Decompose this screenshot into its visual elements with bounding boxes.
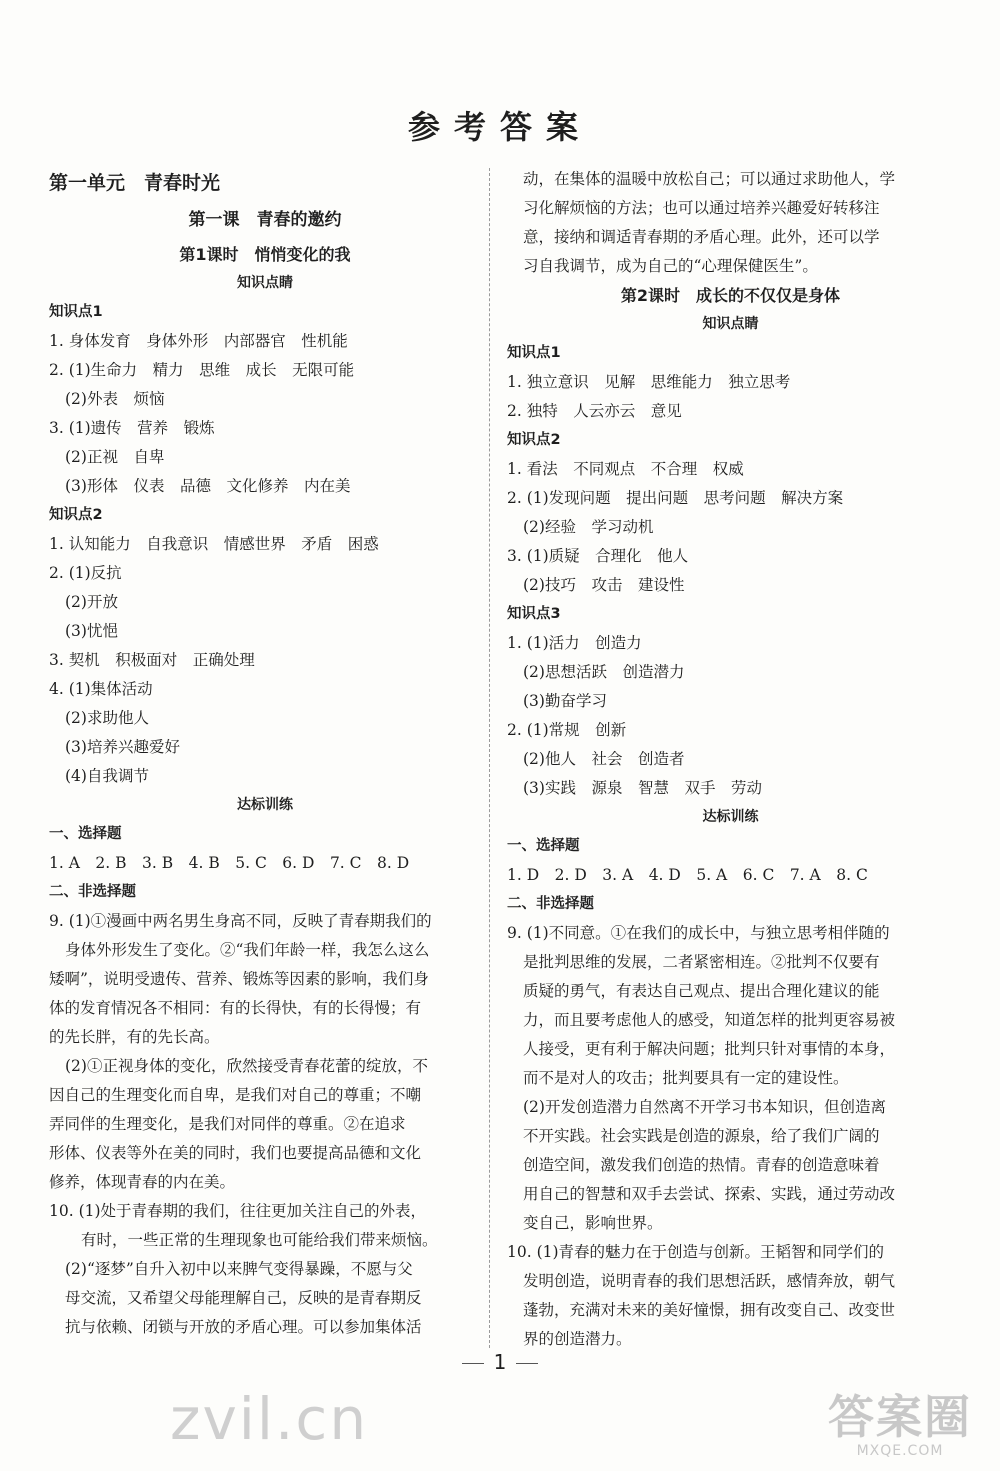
left-line-38: (2)“逐梦”自升入初中以来脾气变得暴躁，不愿与父 xyxy=(65,1260,413,1278)
left-line-36: 10. (1)处于青春期的我们，往往更加关注自己的外表， xyxy=(49,1202,427,1220)
right-line-14: 3. (1)质疑 合理化 他人 xyxy=(507,547,689,565)
page-title: 参考答案 xyxy=(407,108,592,146)
left-line-7: 2. (1)生命力 精力 思维 成长 无限可能 xyxy=(49,361,355,379)
left-line-4: 知识点睛 xyxy=(237,275,293,291)
right-line-13: (2)经验 学习动机 xyxy=(523,518,654,536)
right-line-35: 创造空间，激发我们创造的热情。青春的创造意味着 xyxy=(523,1156,880,1174)
left-line-15: (2)开放 xyxy=(65,593,118,611)
left-line-29: 体的发育情况各不相同：有的长得快，有的长得慢；有 xyxy=(49,999,422,1017)
left-line-17: 3. 契机 积极面对 正确处理 xyxy=(49,651,255,669)
left-line-26: 9. (1)①漫画中两名男生身高不同，反映了青春期我们的 xyxy=(49,912,432,930)
left-line-11: (3)形体 仪表 品德 文化修养 内在美 xyxy=(65,477,351,495)
watermark-mxqe-url: MXQE.COM xyxy=(856,1443,944,1459)
right-line-18: (2)思想活跃 创造潜力 xyxy=(523,663,685,681)
right-line-38: 10. (1)青春的魅力在于创造与创新。王韬智和同学们的 xyxy=(507,1243,885,1261)
left-line-14: 2. (1)反抗 xyxy=(49,564,122,582)
right-line-6: 知识点睛 xyxy=(702,316,759,332)
left-line-21: (4)自我调节 xyxy=(65,767,149,785)
right-line-22: (3)实践 源泉 智慧 双手 劳动 xyxy=(523,779,762,797)
left-line-19: (2)求助他人 xyxy=(65,709,149,727)
right-line-3: 意，接纳和调适青春期的矛盾心理。此外，还可以学 xyxy=(523,228,880,246)
left-line-22: 达标训练 xyxy=(237,797,293,813)
right-line-7: 知识点1 xyxy=(507,345,561,361)
left-line-18: 4. (1)集体活动 xyxy=(49,680,153,698)
left-line-39: 母交流，又希望父母能理解自己，反映的是青春期反 xyxy=(65,1289,422,1307)
right-line-25: 1. D 2. D 3. A 4. D 5. A 6. C 7. A 8. C xyxy=(507,866,868,884)
right-line-19: (3)勤奋学习 xyxy=(523,692,607,710)
column-divider xyxy=(489,168,490,1348)
right-line-5: 第2课时 成长的不仅仅是身体 xyxy=(620,286,841,305)
right-line-15: (2)技巧 攻击 建设性 xyxy=(523,576,685,594)
left-line-32: 因自己的生理变化而自卑，是我们对自己的尊重；不嘲 xyxy=(49,1086,422,1104)
left-line-10: (2)正视 自卑 xyxy=(65,448,165,466)
right-line-12: 2. (1)发现问题 提出问题 思考问题 解决方案 xyxy=(507,489,844,507)
left-line-16: (3)忧悒 xyxy=(65,622,118,640)
left-line-31: (2)①正视身体的变化，欣然接受青春花蕾的绽放，不 xyxy=(65,1057,428,1075)
right-line-29: 质疑的勇气，有表达自己观点、提出合理化建议的能 xyxy=(523,982,880,1000)
right-line-21: (2)他人 社会 创造者 xyxy=(523,750,685,768)
right-line-41: 界的创造潜力。 xyxy=(523,1330,632,1348)
right-line-40: 蓬勃，充满对未来的美好憧憬，拥有改变自己、改变世 xyxy=(523,1301,896,1319)
right-line-37: 变自己，影响世界。 xyxy=(523,1214,663,1232)
right-line-23: 达标训练 xyxy=(702,809,759,825)
right-line-17: 1. (1)活力 创造力 xyxy=(507,634,642,652)
right-line-2: 习化解烦恼的方法；也可以通过培养兴趣爱好转移注 xyxy=(523,199,880,217)
dash-right xyxy=(516,1363,538,1364)
watermark-mxqe-logo: 答案圈 xyxy=(828,1390,972,1444)
left-line-27: 身体外形发生了变化。②“我们年龄一样，我怎么这么 xyxy=(65,941,430,959)
right-line-36: 用自己的智慧和双手去尝试、探索、实践，通过劳动改 xyxy=(523,1185,896,1203)
left-line-12: 知识点2 xyxy=(49,507,103,523)
right-line-9: 2. 独特 人云亦云 意见 xyxy=(507,402,682,420)
left-line-33: 弄同伴的生理变化，是我们对同伴的尊重。②在追求 xyxy=(49,1115,406,1133)
right-line-26: 二、非选择题 xyxy=(507,896,594,912)
left-line-3: 第1课时 悄悄变化的我 xyxy=(179,245,351,264)
left-line-5: 知识点1 xyxy=(49,304,103,320)
watermark-zvil: zvil.cn xyxy=(170,1385,369,1453)
left-line-37: 有时，一些正常的生理现象也可能给我们带来烦恼。 xyxy=(81,1231,438,1249)
right-line-20: 2. (1)常规 创新 xyxy=(507,721,627,739)
right-line-10: 知识点2 xyxy=(507,432,561,448)
left-line-1: 第一单元 青春时光 xyxy=(49,172,221,194)
right-line-32: 而不是对人的攻击；批判要具有一定的建设性。 xyxy=(523,1069,849,1087)
left-line-34: 形体、仪表等外在美的同时，我们也要提高品德和文化 xyxy=(49,1144,422,1162)
left-line-30: 的先长胖，有的先长高。 xyxy=(49,1028,220,1046)
page-number: 1 xyxy=(493,1350,507,1374)
right-column xyxy=(507,165,954,1354)
right-line-4: 习自我调节，成为自己的“心理保健医生”。 xyxy=(523,257,818,275)
right-line-31: 人接受，更有利于解决问题；批判只针对事情的本身， xyxy=(523,1040,896,1058)
right-line-16: 知识点3 xyxy=(507,606,561,622)
left-line-40: 抗与依赖、闭锁与开放的矛盾心理。可以参加集体活 xyxy=(65,1318,422,1336)
left-line-24: 1. A 2. B 3. B 4. B 5. C 6. D 7. C 8. D xyxy=(49,854,410,872)
right-line-27: 9. (1)不同意。①在我们的成长中，与独立思考相伴随的 xyxy=(507,924,890,942)
right-line-39: 发明创造，说明青春的我们思想活跃，感情奔放，朝气 xyxy=(523,1272,896,1290)
left-line-8: (2)外表 烦恼 xyxy=(65,390,165,408)
right-line-11: 1. 看法 不同观点 不合理 权威 xyxy=(507,460,744,478)
watermark-mxqe xyxy=(815,1392,985,1460)
page-number-footer xyxy=(0,1350,1000,1374)
left-line-35: 修养，体现青春的内在美。 xyxy=(49,1173,236,1191)
left-line-28: 矮啊”，说明受遗传、营养、锻炼等因素的影响，我们身 xyxy=(49,970,429,988)
right-line-8: 1. 独立意识 见解 思维能力 独立思考 xyxy=(507,373,791,391)
left-line-13: 1. 认知能力 自我意识 情感世界 矛盾 困惑 xyxy=(49,535,379,553)
right-line-30: 力，而且要考虑他人的感受，知道怎样的批判更容易被 xyxy=(523,1011,896,1029)
right-line-34: 不开实践。社会实践是创造的源泉，给了我们广阔的 xyxy=(523,1127,880,1145)
left-line-20: (3)培养兴趣爱好 xyxy=(65,738,180,756)
dash-left xyxy=(462,1363,484,1364)
left-line-9: 3. (1)遗传 营养 锻炼 xyxy=(49,419,215,437)
right-line-1: 动，在集体的温暖中放松自己；可以通过求助他人，学 xyxy=(523,170,896,188)
left-line-6: 1. 身体发育 身体外形 内部器官 性机能 xyxy=(49,332,348,350)
left-line-2: 第一课 青春的邀约 xyxy=(188,210,342,230)
left-line-25: 二、非选择题 xyxy=(49,884,136,900)
right-line-33: (2)开发创造潜力自然离不开学习书本知识，但创造离 xyxy=(523,1098,886,1116)
right-line-24: 一、选择题 xyxy=(507,838,580,854)
left-line-23: 一、选择题 xyxy=(49,826,122,842)
left-column xyxy=(49,166,481,1342)
right-line-28: 是批判思维的发展，二者紧密相连。②批判不仅要有 xyxy=(523,953,880,971)
